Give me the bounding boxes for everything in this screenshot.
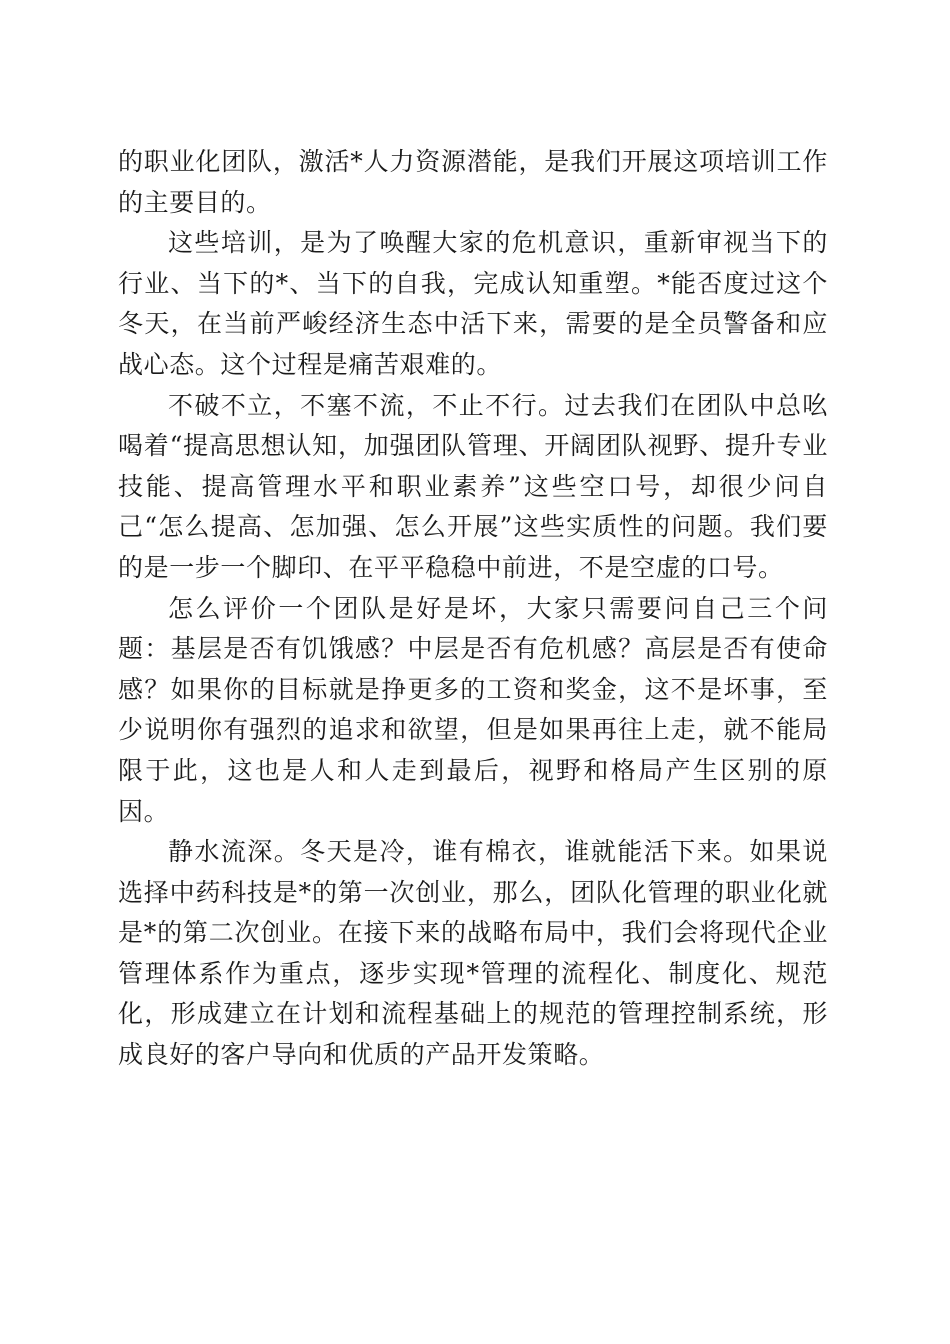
paragraph-4: 怎么评价一个团队是好是坏，大家只需要问自己三个问题：基层是否有饥饿感？中层是否有危机感？高层是否有使命感？如果你的目标就是挣更多的工资和奖金，这不是坏事，至少说明你有强烈的追求和欲望，但是如果再往上走，就不能局限于此，这也是人和人走到最后，视野和格局产生区别的原因。 <box>118 593 828 826</box>
paragraph-5: 静水流深。冬天是冷，谁有棉衣，谁就能活下来。如果说选择中药科技是*的第一次创业，那么，团队化管理的职业化就是*的第二次创业。在接下来的战略布局中，我们会将现代企业管理体系作为重点，逐步实现*管理的流程化、制度化、规范化，形成建立在计划和流程基础上的规范的管理控制系统，形成良好的客户导向和优质的产品开发策略。 <box>118 837 828 1070</box>
paragraph-3: 不破不立，不塞不流，不止不行。过去我们在团队中总吆喝着“提高思想认知，加强团队管理、开阔团队视野、提升专业技能、提高管理水平和职业素养”这些空口号，却很少问自己“怎么提高、怎加强、怎么开展”这些实质性的问题。我们要的是一步一个脚印、在平平稳稳中前进，不是空虚的口号。 <box>118 390 828 582</box>
document-body <box>118 142 828 1076</box>
paragraph-2: 这些培训，是为了唤醒大家的危机意识，重新审视当下的行业、当下的*、当下的自我，完成认知重塑。*能否度过这个冬天，在当前严峻经济生态中活下来，需要的是全员警备和应战心态。这个过程是痛苦艰难的。 <box>118 228 828 379</box>
paragraph-1: 的职业化团队，激活*人力资源潜能，是我们开展这项培训工作的主要目的。 <box>118 147 828 217</box>
